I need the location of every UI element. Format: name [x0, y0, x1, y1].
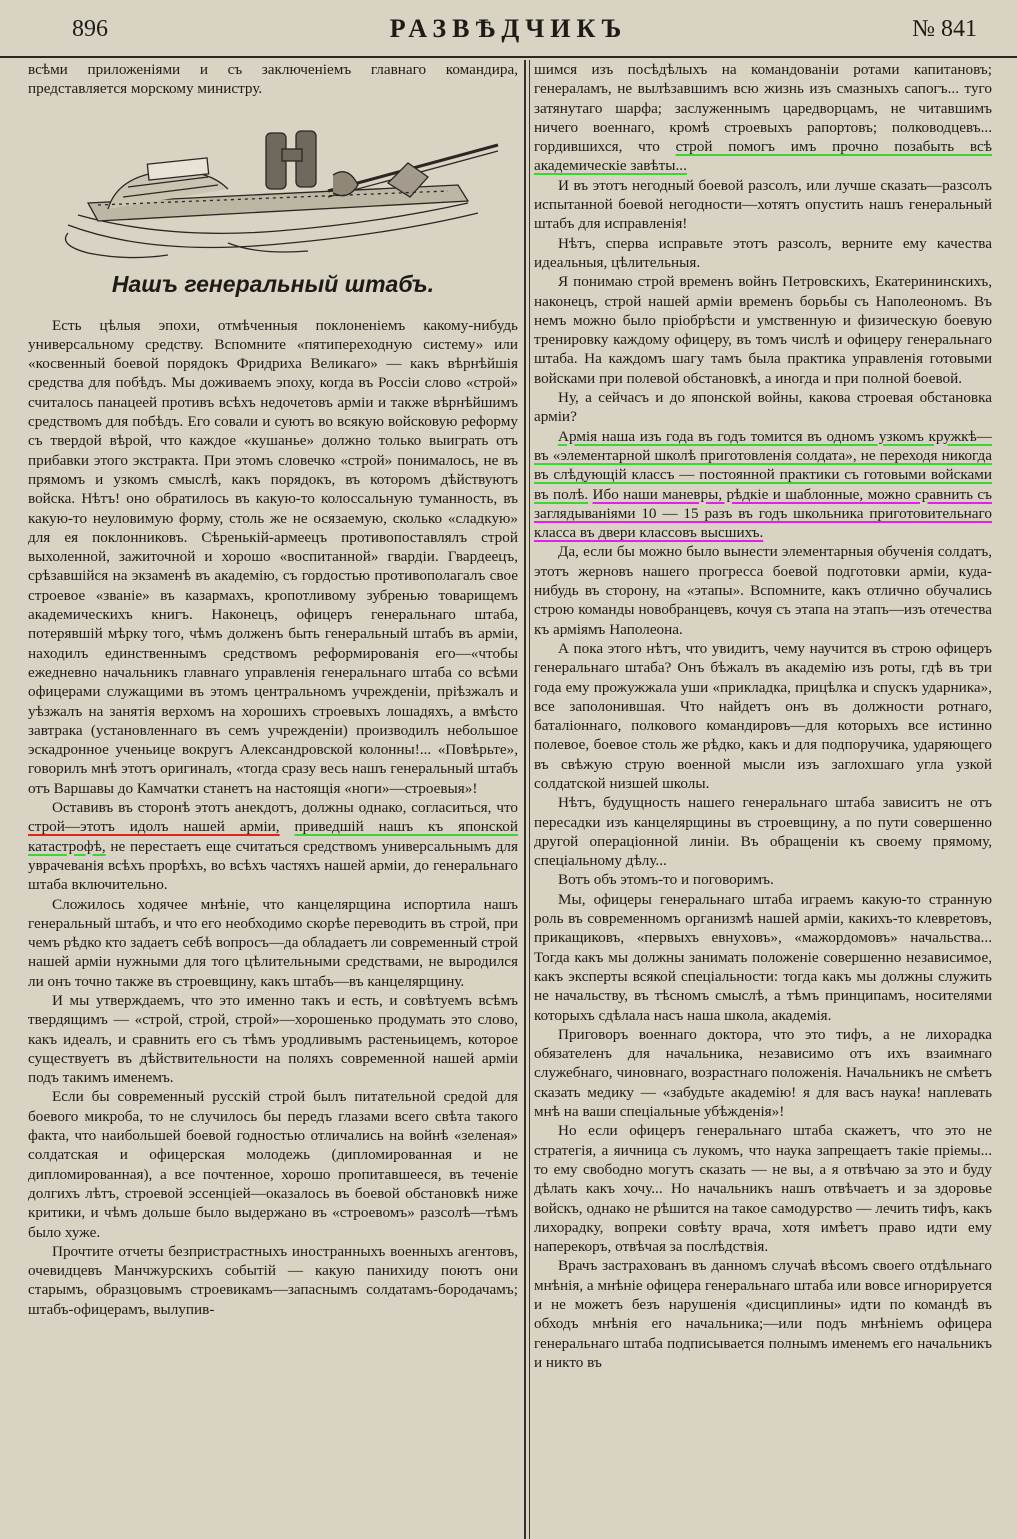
text-run: шимся изъ посѣдѣлыхъ на командованіи ротами капитановъ; генераламъ, не вылѣзавшимъ всю жизнь изъ смазныхъ сапогъ... туго затянутаго шарфа; заслуженнымъ царедворцамъ, не читавшимъ ничего военнаго, кромѣ строевыхъ рапортовъ; полководцевъ... гордившихся, что [534, 61, 992, 156]
text-run: не перестаетъ еще считаться средствомъ универсальнымъ для уврачеванія всѣхъ прорѣхъ, во всѣхъ частяхъ нашей арміи, до генеральнаго штаба включительно. [28, 837, 518, 894]
paragraph: Сложилось ходячее мнѣніе, что канцелярщина испортила нашъ генеральный штабъ, и что его необходимо скорѣе переводить въ строй, при чемъ рѣдко кто задаетъ себѣ вопросъ—да обладаетъ ли современный строй нашей арміи нужными для того цѣлительными средствами, не выродился ли онъ точно также въ строевщину, какъ штабъ—въ канцелярщину. [28, 895, 518, 990]
paragraph-annotated [534, 60, 992, 176]
paragraph: Но если офицеръ генеральнаго штаба скажетъ, что это не стратегія, а яичница съ лукомъ, что наука запрещаетъ такіе пріемы... то ему свободно могутъ сказать — не вы, а я отвѣчаю за это и буду дѣлать какъ хочу... Но начальникъ нашъ отвѣчаетъ и за здоровье войскъ, однако не рѣшится на такое самодурство — лечить тифъ, какъ лихорадку, вопреки совѣту врача, хотя имѣетъ право идти ему наперекоръ, отвѣчая за послѣдствія. [534, 1122, 992, 1256]
page-number: 896 [72, 16, 108, 42]
paragraph: Вотъ объ этомъ-то и поговоримъ. [558, 871, 774, 889]
paragraph: Нѣтъ, будущность нашего генеральнаго штаба зависитъ не отъ пересадки изъ канцелярщины въ строевщину, а по пути совершенно другой операціонной линіи. Въ обращеніи къ своему прямому, спеціальному дѣлу... [534, 794, 992, 870]
paragraph: всѣми приложеніями и съ заключеніемъ главнаго командира, представляется морскому министру. [28, 61, 518, 98]
paragraph-annotated [534, 427, 992, 543]
paragraph: Врачъ застрахованъ въ данномъ случаѣ вѣсомъ своего отдѣльнаго мнѣнія, а мнѣніе офицера генеральнаго штаба или вовсе игнорируется и не можетъ безъ нарушенія «дисциплины» идти по командѣ въ обходъ мнѣнія его начальника;—или подъ мнѣніемъ офицера генеральнаго штаба подписывается полнымъ именемъ его начальникъ и никто въ [534, 1257, 992, 1371]
page-header [0, 0, 1017, 58]
green-underlined-phrase: приведшій нашъ къ японской катастрофѣ, [28, 818, 518, 855]
paragraph: Прочтите отчеты безпристрастныхъ иностранныхъ военныхъ агентовъ, очевидцевъ Манчжурскихъ событій — какую панихиду поютъ они старымъ, образцовымъ строевикамъ—запаснымъ солдатамъ-бородачамъ; штабъ-офицерамъ, вылупив- [28, 1242, 518, 1318]
red-underlined-phrase: строй—этотъ идолъ нашей арміи, [28, 818, 280, 836]
paragraph-annotated [28, 798, 518, 894]
paragraph: Нѣтъ, сперва исправьте этотъ разсолъ, верните ему качества идеальныя, цѣлительныя. [534, 234, 992, 271]
article-title: Нашъ генеральный штабъ. [111, 270, 435, 297]
paragraph: Я понимаю строй временъ войнъ Петровскихъ, Екатерининскихъ, наконецъ, строй нашей арміи временъ борьбы съ Наполеономъ. Въ немъ можно было пріобрѣсти и умственную и физическую боевую тренировку каждому офицеру, въ томъ числѣ и офицеру генеральнаго штаба. На каждомъ шагу тамъ была практика управленія готовыми войсками при полевой обстановкѣ, а иногда и при полной боевой. [534, 273, 992, 387]
right-column [534, 60, 992, 1539]
paragraph: Есть цѣлыя эпохи, отмѣченныя поклоненіемъ какому-нибудь универсальному средству. Вспомните «пятипереходную систему» или «косвенный боевой порядокъ Фридриха Великаго» — какъ вѣрнѣйшія средства для побѣдъ. Мы доживаемъ эпоху, когда въ Россіи слово «строй» считалось панацеей противъ всѣхъ недочетовъ арміи и также вѣрнѣйшимъ средствомъ для побѣдъ. Его совали и суютъ во всякую войсковую реформу съ твердой вѣрой, что каждое «кушанье» должно только выиграть отъ прибавки этого экстракта. При этомъ словечко «строй» понималось, не въ прямомъ и узкомъ смыслѣ, какъ порядокъ, въ которомъ дѣйствуютъ войска. Нѣтъ! оно обратилось въ какую-то колоссальную туманность, въ какую-то неуловимую форму, столь же не осязаемую, сколько «сладкую» для ея поклонниковъ. Сѣренькій-армеецъ противопоставлялъ строй выхоленной, зажиточной и хорошо «воспитанной» гвардіи. Гвардеецъ, срѣзавшійся на экзаменѣ въ академію, съ гордостью противополагалъ свое строевое «званіе» въ казармахъ, кропотливому зубренью товарищемъ академическихъ книгъ. Наконецъ, офицеръ генеральнаго штаба, потерявшій мѣрку того, чѣмъ долженъ быть генеральный штабъ въ арміи, находилъ единственнымъ средствомъ реформированія его—«чтобы ежедневно начальникъ главнаго управленія генеральнаго штаба со всѣми офицерами служащими въ этомъ центральномъ учрежденіи, пріѣзжалъ и уѣзжалъ на занятія верхомъ на хорошихъ строевыхъ лошадяхъ, а вмѣсто завтрака (установленнаго въ семъ учрежденіи) производилъ небольшое эскадронное ученьице вокругъ Александровской колонны!... «Повѣрьте», говорилъ мнѣ этотъ оригиналъ, «тогда сразу весь нашъ генеральный штабъ отъ Варшавы до Камчатки станетъ на настоящія «ноги»—строевыя»! [28, 316, 518, 797]
green-underlined-phrase: строй помогъ имъ прочно позабыть всѣ академическіе завѣты... [534, 138, 992, 175]
magenta-underlined-phrase: Ибо наши маневры, рѣдкіе и шаблонные, можно сравнить съ заглядываніями 10 — 15 разъ въ годъ школьника приготовительнаго класса въ двери классовъ высшихъ. [534, 485, 992, 542]
binoculars-sword-engraving [28, 105, 518, 265]
issue-number: № 841 [912, 16, 977, 42]
paragraph: А пока этого нѣтъ, что увидитъ, чему научится въ строю офицеръ генеральнаго штаба? Онъ бѣжалъ въ академію изъ роты, гдѣ въ три года ему прожужжала уши «прикладка, прицѣлка и спускъ ударника», все заполонившая. Что найдетъ онъ въ должности ротнаго, баталіоннаго, полкового командировъ—для которыхъ все истинно полевое, боевое столь же рѣдко, какъ и для подпоручика, ударяющего въ свѣжую струю военной мысли изъ заглохшаго угла узкой солдатской низшей школы. [534, 639, 992, 792]
green-underlined-phrase: Армія наша изъ года въ годъ томится въ одномъ узкомъ кружкѣ—въ «элементарной школѣ приготовленія солдата», не переходя никогда въ слѣдующій классъ — постоянной практики съ готовыми войсками въ полѣ. [534, 427, 992, 503]
paragraph: Ну, а сейчасъ и до японской войны, какова строевая обстановка арміи? [534, 389, 992, 426]
paragraph: Если бы современный русскій строй былъ питательной средой для боевого микроба, то не случилось бы передъ глазами всего свѣта такого факта, что наибольшей боевой годностью отличались на войнѣ «зеленая» солдатская и офицерская молодежь (дипломированная и не дипломированная), а все почтенное, хорошо пропитавшееся, въ теченіе долгихъ лѣтъ, строевой эссенціей—оказалось въ боевой обстановкѣ ниже критики, и чѣмъ дольше было выдержано въ «строевомъ» разсолѣ—тѣмъ было хуже. [28, 1088, 518, 1241]
paragraph: Мы, офицеры генеральнаго штаба играемъ какую-то странную роль въ современномъ организмѣ нашей арміи, какихъ-то клевретовъ, прикащиковъ, «первыхъ евнуховъ», «мажордомовъ» начальства... Тогда какъ мы должны занимать положеніе совершенно независимое, какъ эксперты всякой спеціальности: тогда какъ мы должны служить не начальству, въ тѣсномъ смыслѣ, а тѣмъ принципамъ, носителями которыхъ сдѣлала насъ наша школа, академія. [534, 890, 992, 1024]
left-column [28, 60, 518, 1539]
vignette-illustration [28, 105, 518, 265]
paragraph: Да, если бы можно было вынести элементарныя обученія солдатъ, этотъ жерновъ нашего прогресса боевой подготовки арміи, куда-нибудь въ сторону, на «этапы». Вспомните, какъ отлично обучались строю команды новобранцевъ, кочуя съ этапа на этапъ—изъ отечества къ арміямъ Наполеона. [534, 543, 992, 638]
journal-title: РАЗВѢДЧИКЪ [389, 14, 628, 43]
text-run: Оставивъ въ сторонѣ этотъ анекдотъ, должны однако, согласиться, что [52, 799, 518, 817]
paragraph: И въ этотъ негодный боевой разсолъ, или лучше сказать—разсолъ испытанной боевой негодности—хотятъ опустить нашъ генеральный штабъ для исправленія! [534, 176, 992, 233]
column-divider [524, 60, 526, 1539]
paragraph: И мы утверждаемъ, что это именно такъ и есть, и совѣтуемъ всѣмъ твердящимъ — «строй, строй, строй»—хорошенько продумать это слово, какъ идеалъ, и сравнить его съ тѣмъ уродливымъ растеньицемъ, которое существуетъ въ дѣйствительности на поляхъ современной нашей арміи подъ такимъ именемъ. [28, 991, 518, 1087]
column-divider-inner [529, 60, 530, 1539]
paragraph: Приговоръ военнаго доктора, что это тифъ, а не лихорадка обязателенъ для начальника, независимо отъ ихъ взаимнаго служебнаго, чиновнаго, возрастнаго положенія. Начальникъ не смѣетъ сказать медику — «забудьте академію! я для васъ наука! наплевать мнѣ на ваши спеціальные убѣжденія»! [534, 1025, 992, 1121]
